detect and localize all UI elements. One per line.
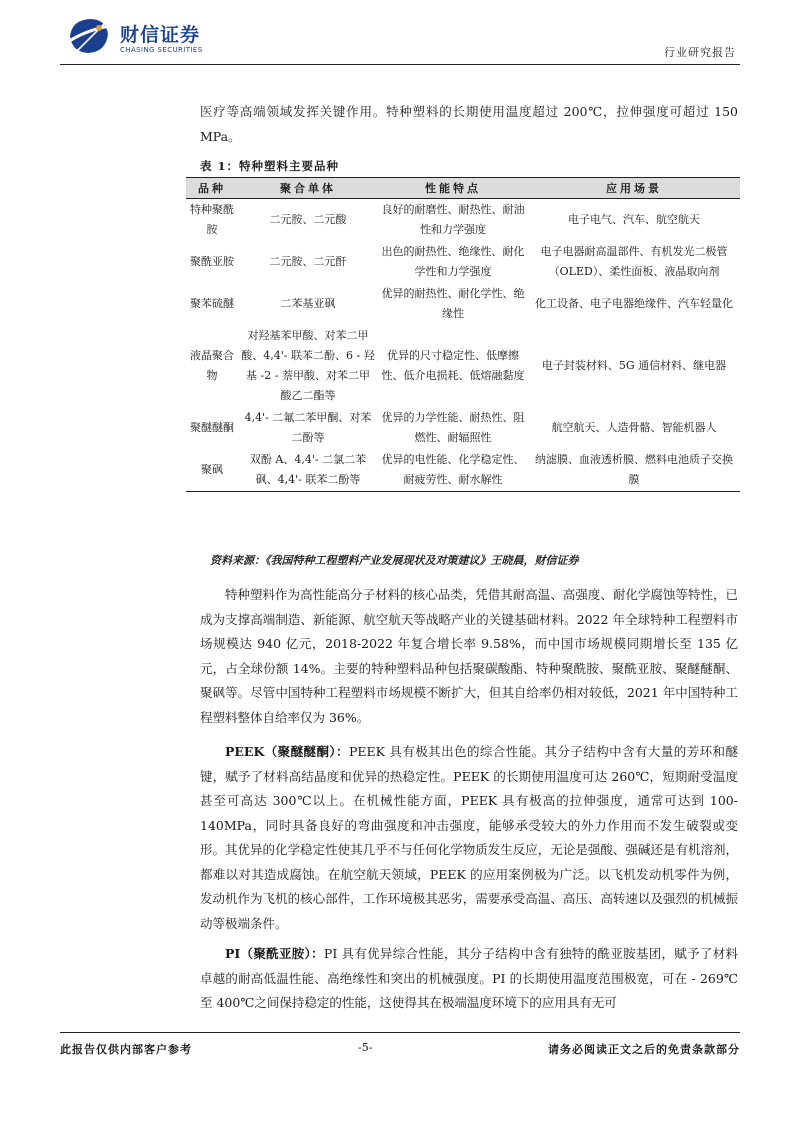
table-cell: 特种聚酰胺	[190, 203, 234, 236]
pi-text: PI 具有优异综合性能，其分子结构中含有独特的酰亚胺基团，赋予了材料卓越的耐高低温性能、高绝缘性和突出的机械强度。PI 的长期使用温度范围极宽，可在 - 269℃至 400℃之间保持稳定的性能，这使得其在极端温度环境下的应用具有无可	[200, 946, 739, 1010]
table-row	[186, 199, 740, 242]
column-header: 聚合单体	[238, 178, 378, 199]
pi-paragraph	[200, 942, 738, 1016]
table-cell: 化工设备、电子电器绝缘件、汽车轻量化	[535, 297, 733, 310]
table-cell: 聚酰亚胺	[190, 255, 234, 268]
market-paragraph: 特种塑料作为高性能高分子材料的核心品类，凭借其耐高温、高强度、耐化学腐蚀等特性，已成为支撑高端制造、新能源、航空航天等战略产业的关键基础材料。2022 年全球特种工程塑料市场规模达 940 亿元，2018-2022 年复合增长率 9.58%，而中国市场规模同期增长至 135 亿元，占全球份额 14%。主要的特种塑料品种包括聚碳酸酯、特种聚酰胺、聚酰亚胺、聚醚醚酮、聚砜等。尽管中国特种工程塑料市场规模不断扩大，但其自给率仍相对较低，2021 年中国特种工程塑料整体自给率仅为 36%。	[200, 587, 738, 725]
table-cell: 优异的耐热性、耐化学性、绝缘性	[381, 287, 525, 320]
table-cell: 出色的耐热性、绝缘性、耐化学性和力学强度	[381, 245, 525, 278]
table-cell: 航空航天、人造骨骼、智能机器人	[551, 421, 717, 434]
logo-chinese-name: 财信证券	[120, 24, 201, 46]
table-cell: 对羟基苯甲酸、对苯二甲酸、4,4'- 联苯二酚、6 - 羟基 -2 - 萘甲酸、对苯二甲酸乙二酯等	[241, 329, 375, 402]
table-caption: 表 1：特种塑料主要品种	[200, 159, 340, 173]
table-cell: 优异的尺寸稳定性、低摩擦性、低介电损耗、低熔融黏度	[381, 349, 525, 382]
peek-text: PEEK 具有极其出色的综合性能。其分子结构中含有大量的芳环和醚键，赋予了材料高结晶度和优异的热稳定性。PEEK 的长期使用温度可达 260℃，短期耐受温度甚至可高达 300℃以上。在机械性能方面，PEEK 具有极高的拉伸强度，通常可达到 100-140MPa，同时具备良好的弯曲强度和冲击强度，能够承受较大的外力作用而不发生破裂或变形。其优异的化学稳定性使其几乎不与任何化学物质发生反应，无论是强酸、强碱还是有机溶剂，都难以对其造成腐蚀。在航空航天领域，PEEK 的应用案例极为广泛。以飞机发动机零件为例，发动机作为飞机的核心部件，工作环境极其恶劣，需要承受高温、高压、高转速以及强烈的机械振动等极端条件。	[200, 744, 738, 931]
specialty-plastics-table	[186, 177, 740, 492]
table-row	[186, 283, 740, 325]
logo-mark-icon	[66, 16, 112, 56]
page-number: -5-	[358, 1041, 373, 1054]
document-type: 行业研究报告	[664, 46, 736, 59]
table-row	[186, 241, 740, 283]
table-row	[186, 449, 740, 492]
logo-english-name: CHASING SECURITIES	[120, 46, 203, 54]
table-cell: 4,4'- 二氟二苯甲酮、对苯二酚等	[244, 411, 372, 444]
table-cell: 聚砜	[186, 449, 238, 492]
table-cell: 纳滤膜、血液透析膜、燃料电池质子交换膜	[528, 449, 740, 492]
table-cell: 双酚 A、4,4'- 二氯二苯砜、4,4'- 联苯二酚等	[238, 449, 378, 492]
intro-paragraph: 医疗等高端领域发挥关键作用。特种塑料的长期使用温度超过 200℃，拉伸强度可超过 150 MPa。	[200, 104, 738, 144]
table-cell: 电子电器耐高温部件、有机发光二极管（OLED）、柔性面板、液晶取向剂	[540, 245, 728, 278]
table-cell: 良好的耐磨性、耐热性、耐油性和力学强度	[381, 203, 525, 236]
table-source: 资料来源：《我国特种工程塑料产业发展现状及对策建议》王晓晨，财信证券	[210, 554, 579, 567]
table-cell: 优异的电性能、化学稳定性、耐疲劳性、耐水解性	[378, 449, 528, 492]
column-header: 性能特点	[378, 178, 528, 199]
table-cell: 电子封装材料、5G 通信材料、继电器	[541, 359, 727, 372]
table-header-row	[186, 178, 740, 199]
table-cell: 优异的力学性能、耐热性、阻燃性、耐辐照性	[381, 411, 525, 444]
table-cell: 聚苯硫醚	[190, 297, 234, 310]
column-header: 品种	[186, 178, 238, 199]
footer-disclaimer: 此报告仅供内部客户参考	[60, 1043, 192, 1056]
table-row	[186, 325, 740, 407]
table-cell: 聚醚醚酮	[190, 421, 234, 434]
company-logo	[66, 16, 216, 60]
table-cell: 液晶聚合物	[190, 349, 234, 382]
peek-paragraph	[200, 740, 738, 936]
table-cell: 二元胺、二元酐	[269, 255, 347, 268]
page-footer	[60, 1032, 740, 1063]
pi-heading: PI（聚酰亚胺）：	[225, 946, 324, 961]
table-cell: 二元胺、二元酸	[269, 213, 347, 226]
table-cell: 电子电气、汽车、航空航天	[568, 213, 700, 226]
column-header: 应用场景	[528, 178, 740, 199]
peek-heading: PEEK（聚醚醚酮）：	[225, 744, 349, 759]
page-header	[60, 14, 740, 65]
footer-notice: 请务必阅读正文之后的免责条款部分	[548, 1043, 740, 1056]
table-cell: 二苯基亚砜	[280, 297, 336, 310]
table-row	[186, 407, 740, 449]
